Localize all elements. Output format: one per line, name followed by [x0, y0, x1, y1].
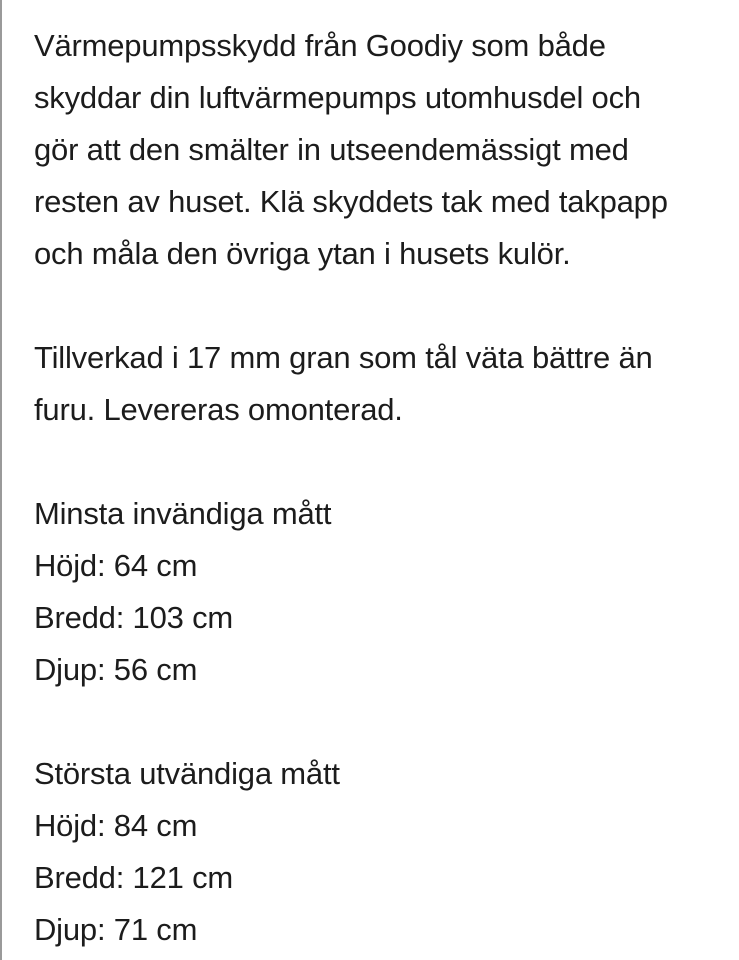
paragraph-spacer — [34, 280, 724, 332]
outer-height: Höjd: 84 cm — [34, 808, 198, 843]
text-line: gör att den smälter in utseendemässigt med — [34, 132, 629, 167]
text-line: Värmepumpsskydd från Goodiy som både — [34, 28, 606, 63]
inner-height: Höjd: 64 cm — [34, 548, 198, 583]
paragraph-spacer — [34, 696, 724, 748]
text-line: och måla den övriga ytan i husets kulör. — [34, 236, 571, 271]
inner-dimensions-heading: Minsta invändiga mått — [34, 496, 332, 531]
inner-dimensions-section — [34, 488, 724, 696]
outer-depth: Djup: 71 cm — [34, 912, 198, 947]
inner-depth: Djup: 56 cm — [34, 652, 198, 687]
description-paragraph-2 — [34, 332, 724, 436]
text-line: skyddar din luftvärmepumps utomhusdel och — [34, 80, 641, 115]
outer-dimensions-section — [34, 748, 724, 956]
product-description-text — [34, 20, 724, 956]
text-line: furu. Levereras omonterad. — [34, 392, 403, 427]
outer-dimensions-heading: Största utvändiga mått — [34, 756, 340, 791]
text-line: Tillverkad i 17 mm gran som tål väta bättre än — [34, 340, 653, 375]
description-paragraph-1 — [34, 20, 724, 280]
paragraph-spacer — [34, 436, 724, 488]
inner-width: Bredd: 103 cm — [34, 600, 234, 635]
text-line: resten av huset. Klä skyddets tak med takpapp — [34, 184, 668, 219]
outer-width: Bredd: 121 cm — [34, 860, 234, 895]
